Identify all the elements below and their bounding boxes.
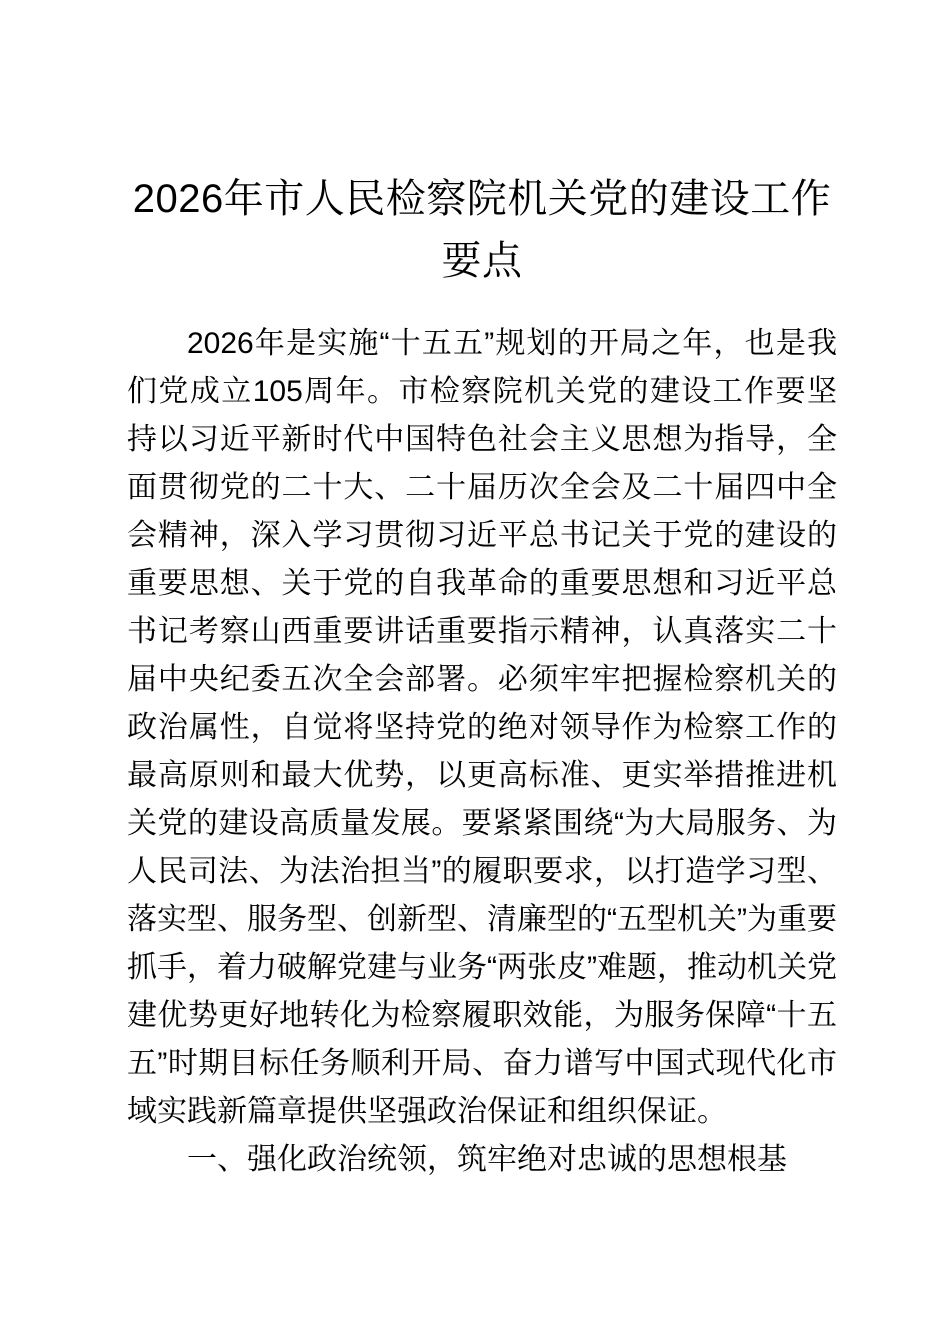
page-title: 2026年市人民检察院机关党的建设工作要点 bbox=[132, 177, 832, 283]
page-content-area bbox=[127, 0, 837, 1184]
section-heading-1: 一、强化政治统领，筑牢绝对忠诚的思想根基 bbox=[187, 1143, 787, 1176]
document-body bbox=[127, 320, 837, 1184]
intro-paragraph: 2026年是实施“十五五”规划的开局之年，也是我们党成立105周年。市检察院机关党的建设工作要坚持以习近平新时代中国特色社会主义思想为指导，全面贯彻党的二十大、二十届历次全会及二十届四中全会精神，深入学习贯彻习近平总书记关于党的建设的重要思想、关于党的自我革命的重要思想和习近平总书记考察山西重要讲话重要指示精神，认真落实二十届中央纪委五次全会部署。必须牢牢把握检察机关的政治属性，自觉将坚持党的绝对领导作为检察工作的最高原则和最大优势，以更高标准、更实举措推进机关党的建设高质量发展。要紧紧围绕“为大局服务、为人民司法、为法治担当”的履职要求，以打造学习型、落实型、服务型、创新型、清廉型的“五型机关”为重要抓手，着力破解党建与业务“两张皮”难题，推动机关党建优势更好地转化为检察履职效能，为服务保障“十五五”时期目标任务顺利开局、奋力谱写中国式现代化市域实践新篇章提供坚强政治保证和组织保证。 bbox=[127, 327, 837, 1128]
